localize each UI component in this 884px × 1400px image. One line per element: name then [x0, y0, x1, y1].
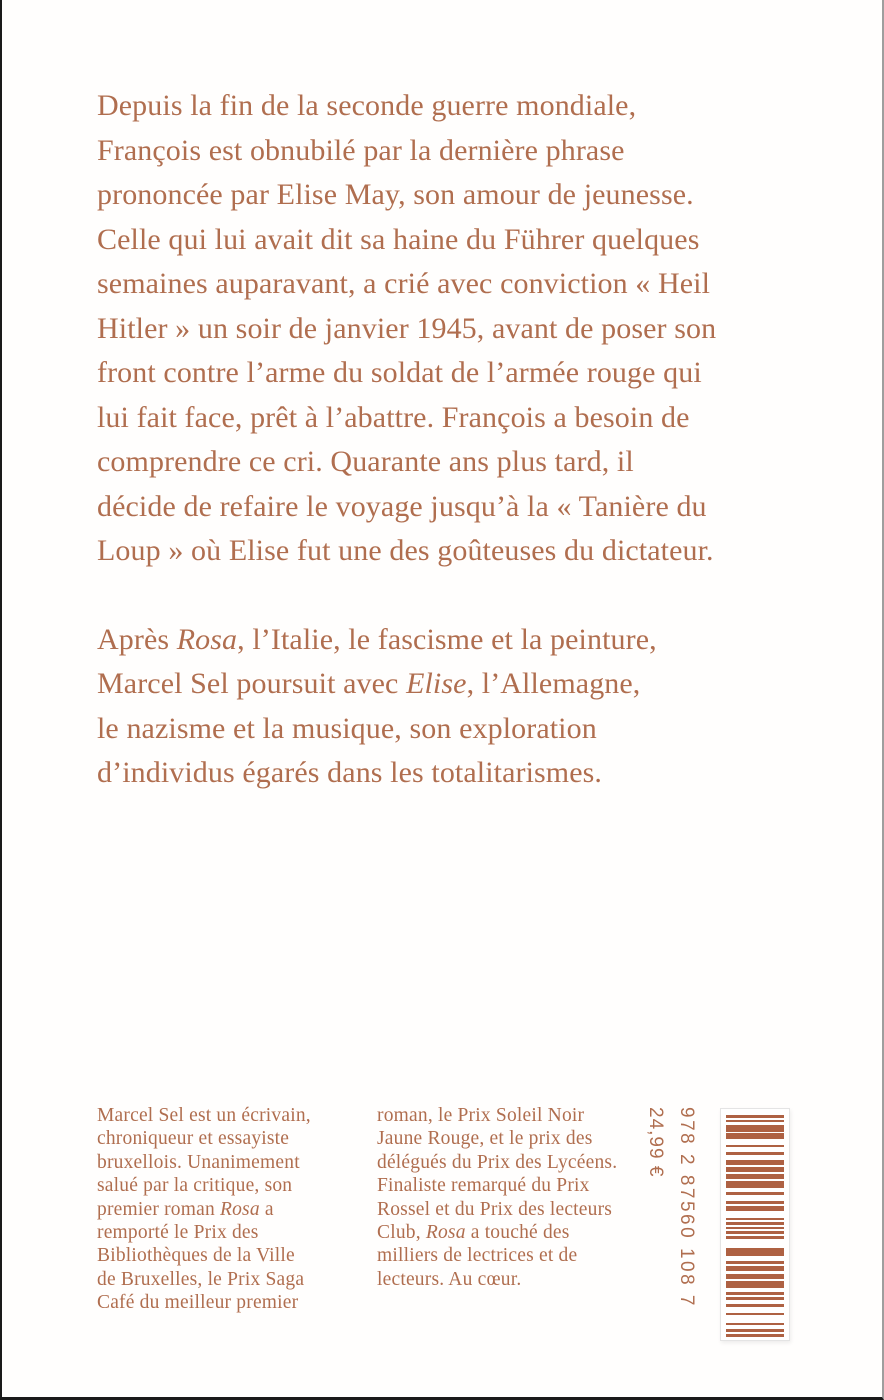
barcode-bar: [726, 1323, 784, 1326]
text-segment: Hitler » un soir de janvier 1945, avant de poser son: [97, 311, 717, 345]
barcode: [720, 1108, 790, 1341]
barcode-bar: [726, 1192, 784, 1195]
text-line: [97, 751, 716, 796]
text-segment: comprendre ce cri. Quarante ans plus tard, il: [97, 445, 634, 478]
text-line: [97, 707, 716, 752]
barcode-bar: [726, 1274, 784, 1279]
text-line: [377, 1151, 617, 1174]
text-line: [97, 1198, 311, 1221]
barcode-bar: [726, 1206, 784, 1211]
author-bio-column-right: [377, 1104, 617, 1291]
text-line: [97, 307, 716, 352]
barcode-bar: [726, 1115, 784, 1118]
italic-title: Rosa: [176, 622, 238, 656]
text-segment: Loup » où Elise fut une des goûteuses du dictateur.: [97, 534, 714, 567]
text-segment: , l’Allemagne,: [466, 667, 641, 700]
barcode-bar: [726, 1231, 784, 1234]
text-line: [97, 1291, 311, 1314]
text-segment: François est obnubilé par la dernière phrase: [97, 133, 625, 167]
text-segment: prononcée par Elise May, son amour de jeunesse.: [97, 178, 694, 211]
text-segment: a touché des: [465, 1222, 570, 1244]
italic-title: Rosa: [220, 1198, 260, 1220]
barcode-bar: [726, 1120, 784, 1123]
text-segment: Club,: [377, 1222, 426, 1244]
text-line: [97, 1151, 311, 1174]
text-segment: , l’Italie, le fascisme et la peinture,: [237, 622, 657, 656]
text-segment: milliers de lectrices et de: [377, 1245, 578, 1267]
text-line: [97, 1104, 311, 1127]
text-segment: Marcel Sel poursuit avec: [97, 667, 407, 700]
barcode-bar: [726, 1174, 784, 1180]
text-line: [97, 84, 716, 129]
text-segment: Marcel Sel est un écrivain,: [97, 1105, 311, 1126]
barcode-bar: [726, 1304, 784, 1307]
text-line: [97, 262, 716, 307]
text-line: [97, 173, 716, 218]
text-segment: d’individus égarés dans les totalitarismes.: [97, 756, 603, 789]
text-line: [97, 351, 716, 396]
barcode-bar: [726, 1227, 784, 1230]
text-segment: Jaune Rouge, et le prix des: [377, 1128, 593, 1150]
synopsis: [97, 84, 716, 796]
text-line: [377, 1104, 617, 1127]
barcode-bar: [726, 1181, 784, 1188]
text-line: [377, 1268, 617, 1291]
text-line: [97, 529, 716, 574]
author-bio-column-left: [97, 1104, 311, 1315]
barcode-bar: [726, 1145, 784, 1148]
barcode-bar: [726, 1201, 784, 1204]
text-line: [377, 1221, 617, 1244]
barcode-bar: [726, 1292, 784, 1295]
barcode-bar: [726, 1313, 784, 1316]
text-segment: Café du meilleur premier: [97, 1292, 299, 1314]
barcode-bar: [726, 1297, 784, 1300]
text-segment: lui fait face, prêt à l’abattre. François a besoin de: [97, 400, 690, 434]
italic-title: Rosa: [425, 1222, 466, 1244]
text-segment: chroniqueur et essayiste: [97, 1128, 290, 1150]
text-line: [97, 485, 716, 530]
barcode-bar: [726, 1125, 784, 1132]
text-line: [97, 662, 716, 707]
text-line: [97, 1127, 311, 1150]
text-line: [377, 1244, 617, 1267]
barcode-bar: [726, 1329, 784, 1332]
text-line: [97, 1174, 311, 1197]
barcode-bar: [726, 1266, 784, 1271]
isbn-number: 978 2 87560 108 7: [676, 1107, 697, 1308]
text-line: [377, 1127, 617, 1150]
text-segment: décide de refaire le voyage jusqu’à la « Tanière du: [97, 489, 707, 523]
isbn-price-block: [640, 1107, 702, 1308]
barcode-bar: [726, 1167, 784, 1172]
price: 24,99 €: [645, 1107, 666, 1178]
barcode-bar: [726, 1152, 784, 1155]
text-segment: premier roman: [97, 1198, 220, 1220]
barcode-bar: [726, 1334, 784, 1337]
barcode-bar: [726, 1218, 784, 1221]
italic-title: Elise: [406, 667, 467, 700]
barcode-bar: [726, 1281, 784, 1288]
text-segment: roman, le Prix Soleil Noir: [377, 1105, 585, 1126]
barcode-bar: [726, 1133, 784, 1139]
text-segment: a: [259, 1198, 274, 1220]
text-segment: bruxellois. Unanimement: [97, 1151, 300, 1173]
text-line: [97, 1268, 311, 1291]
text-line: [97, 440, 716, 485]
text-segment: délégués du Prix des Lycéens.: [377, 1151, 618, 1173]
text-segment: Finaliste remarqué du Prix: [377, 1175, 590, 1197]
text-segment: Depuis la fin de la seconde guerre mondiale,: [97, 89, 637, 122]
text-line: [97, 1244, 311, 1267]
barcode-bar: [726, 1222, 784, 1225]
text-line: [97, 396, 716, 441]
barcode-bar: [726, 1248, 784, 1256]
text-line: [377, 1174, 617, 1197]
text-segment: salué par la critique, son: [97, 1175, 293, 1197]
text-segment: lecteurs. Au cœur.: [377, 1268, 522, 1290]
text-line: [97, 218, 716, 263]
text-segment: de Bruxelles, le Prix Saga: [97, 1268, 305, 1290]
text-line: [97, 1221, 311, 1244]
text-line: [97, 618, 716, 663]
barcode-bar: [726, 1160, 784, 1165]
text-segment: Celle qui lui avait dit sa haine du Führer quelques: [97, 222, 700, 256]
text-segment: semaines auparavant, a crié avec conviction « Heil: [97, 267, 711, 300]
barcode-bar: [726, 1236, 784, 1239]
text-segment: Rossel et du Prix des lecteurs: [377, 1198, 613, 1220]
text-line: [97, 129, 716, 174]
text-segment: remporté le Prix des: [97, 1222, 259, 1244]
text-segment: Bibliothèques de la Ville: [97, 1245, 295, 1267]
series-paragraph: [97, 618, 716, 796]
text-line: [377, 1198, 617, 1221]
synopsis-paragraph: [97, 84, 716, 574]
barcode-bar: [726, 1261, 784, 1264]
text-segment: front contre l’arme du soldat de l’armée rouge qui: [97, 356, 702, 389]
text-segment: le nazisme et la musique, son exploration: [97, 711, 597, 745]
text-segment: Après: [97, 622, 177, 656]
